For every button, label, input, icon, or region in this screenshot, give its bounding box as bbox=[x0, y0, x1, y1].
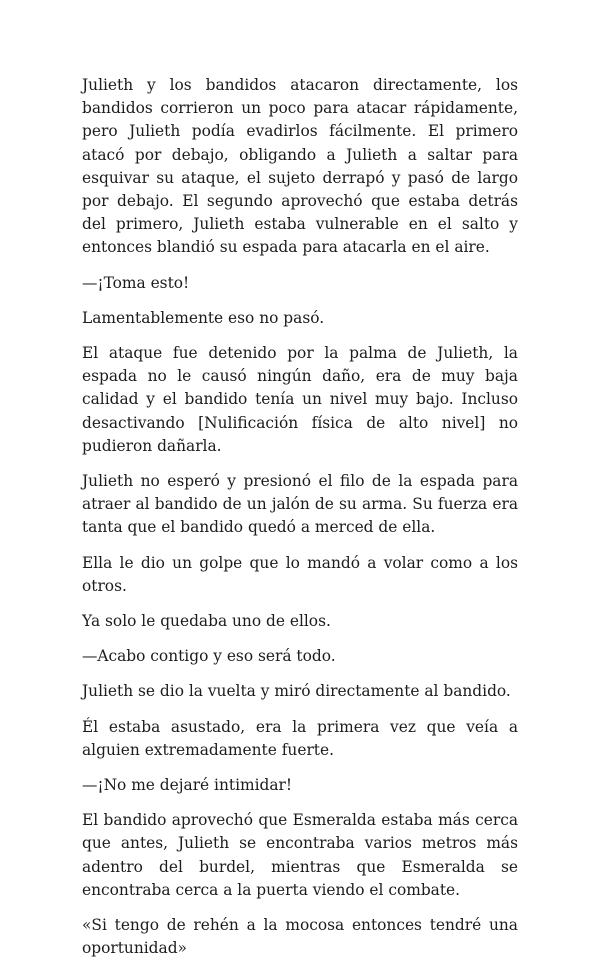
paragraph-8: —Acabo contigo y eso será todo. bbox=[82, 647, 336, 666]
paragraph-12: El bandido aprovechó que Esmeralda estaba más cerca que antes, Julieth se encontraba varios metros más adentro del burdel, mientras que Esmeralda se encontraba cerca a la puerta viendo el combate. bbox=[82, 811, 518, 899]
paragraph-10: Él estaba asustado, era la primera vez que veía a alguien extremadamente fuerte. bbox=[82, 717, 518, 759]
paragraph-11: —¡No me dejaré intimidar! bbox=[82, 776, 293, 795]
paragraph-3: Lamentablemente eso no pasó. bbox=[82, 308, 325, 327]
paragraph-4: El ataque fue detenido por la palma de Julieth, la espada no le causó ningún daño, era de muy baja calidad y el bandido tenía un nivel muy bajo. Incluso desactivando [Nulificación física de alto nivel] no pudieron dañarla. bbox=[82, 344, 518, 455]
paragraph-5: Julieth no esperó y presionó el filo de la espada para atraer al bandido de un jalón de su arma. Su fuerza era tanta que el bandido quedó a merced de ella. bbox=[82, 472, 518, 537]
paragraph-1: Julieth y los bandidos atacaron directamente, los bandidos corrieron un poco para atacar rápidamente, pero Julieth podía evadirlos fácilmente. El primero atacó por debajo, obligando a Julieth a saltar para esquivar su ataque, el sujeto derrapó y pasó de largo por debajo. El segundo aprovechó que estaba detrás del primero, Julieth estaba vulnerable en el salto y entonces blandió su espada para atacarla en el aire. bbox=[82, 76, 518, 257]
page-body bbox=[82, 74, 518, 973]
paragraph-2: —¡Toma esto! bbox=[82, 273, 190, 292]
paragraph-9: Julieth se dio la vuelta y miró directamente al bandido. bbox=[82, 682, 511, 701]
paragraph-13: «Si tengo de rehén a la mocosa entonces tendré una oportunidad» bbox=[82, 916, 518, 958]
paragraph-6: Ella le dio un golpe que lo mandó a volar como a los otros. bbox=[82, 553, 518, 595]
paragraph-7: Ya solo le quedaba uno de ellos. bbox=[82, 612, 331, 631]
